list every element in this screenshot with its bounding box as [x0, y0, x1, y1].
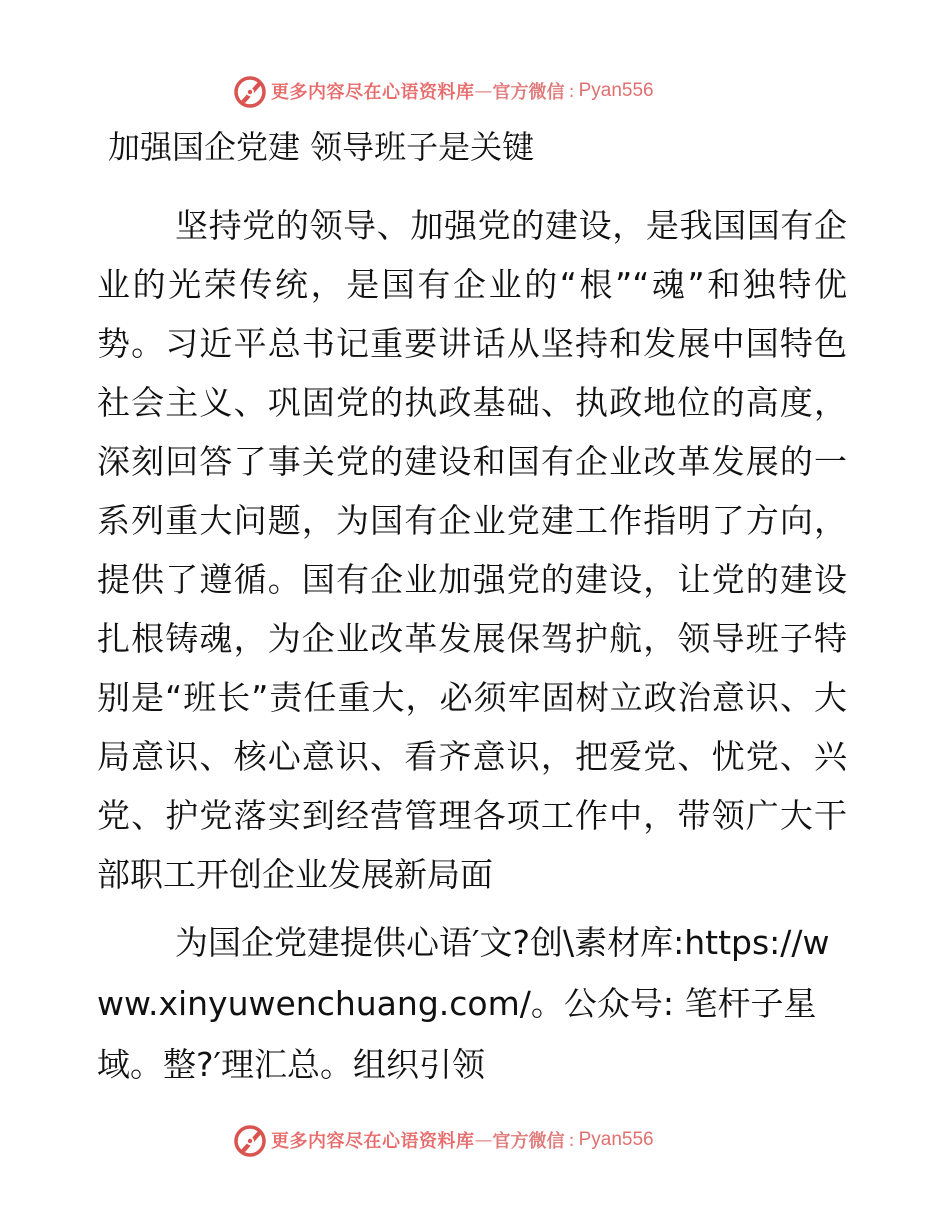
body-paragraph-1: 坚持党的领导、加强党的建设，是我国国有企业的光荣传统，是国有企业的“根”“魂”和独特优势。习近平总书记重要讲话从坚持和发展中国特色社会主义、巩固党的执政基础、执政地位的高度，深刻回答了事关党的建设和国有企业改革发展的一系列重大问题，为国有企业党建工作指明了方向，提供了遵循。国有企业加强党的建设，让党的建设扎根铸魂，为企业改革发展保驾护航，领导班子特别是“班长”责任重大，必须牢固树立政治意识、大局意识、核心意识、看齐意识，把爱党、忧党、兴党、护党落实到经营管理各项工作中，带领广大干部职工开创企业发展新局面 [97, 206, 847, 894]
banner-separator: — [474, 80, 493, 102]
banner-wechat-id: Pyan556 [578, 1129, 654, 1150]
banner-separator: — [474, 1129, 493, 1151]
document-title: 加强国企党建 领导班子是关键 [108, 128, 535, 166]
body-paragraph-2: 为国企党建提供心语′文?创\素材库:https://www.xinyuwenchuang.com/。公众号: 笔杆子星域。整?′理汇总。组织引领 [97, 923, 830, 1084]
banner-colon: : [568, 80, 575, 102]
header-banner [233, 72, 654, 110]
quill-pen-logo-icon [233, 74, 267, 108]
banner-wechat-label: 官方微信 [492, 82, 565, 103]
banner-brand-text: 更多内容尽在心语资料库 [271, 1131, 475, 1152]
quill-pen-logo-icon [233, 1123, 267, 1157]
banner-brand-text: 更多内容尽在心语资料库 [271, 82, 475, 103]
banner-colon: : [568, 1129, 575, 1151]
banner-wechat-label: 官方微信 [492, 1131, 565, 1152]
footer-banner [233, 1121, 654, 1159]
banner-wechat-id: Pyan556 [578, 80, 654, 101]
